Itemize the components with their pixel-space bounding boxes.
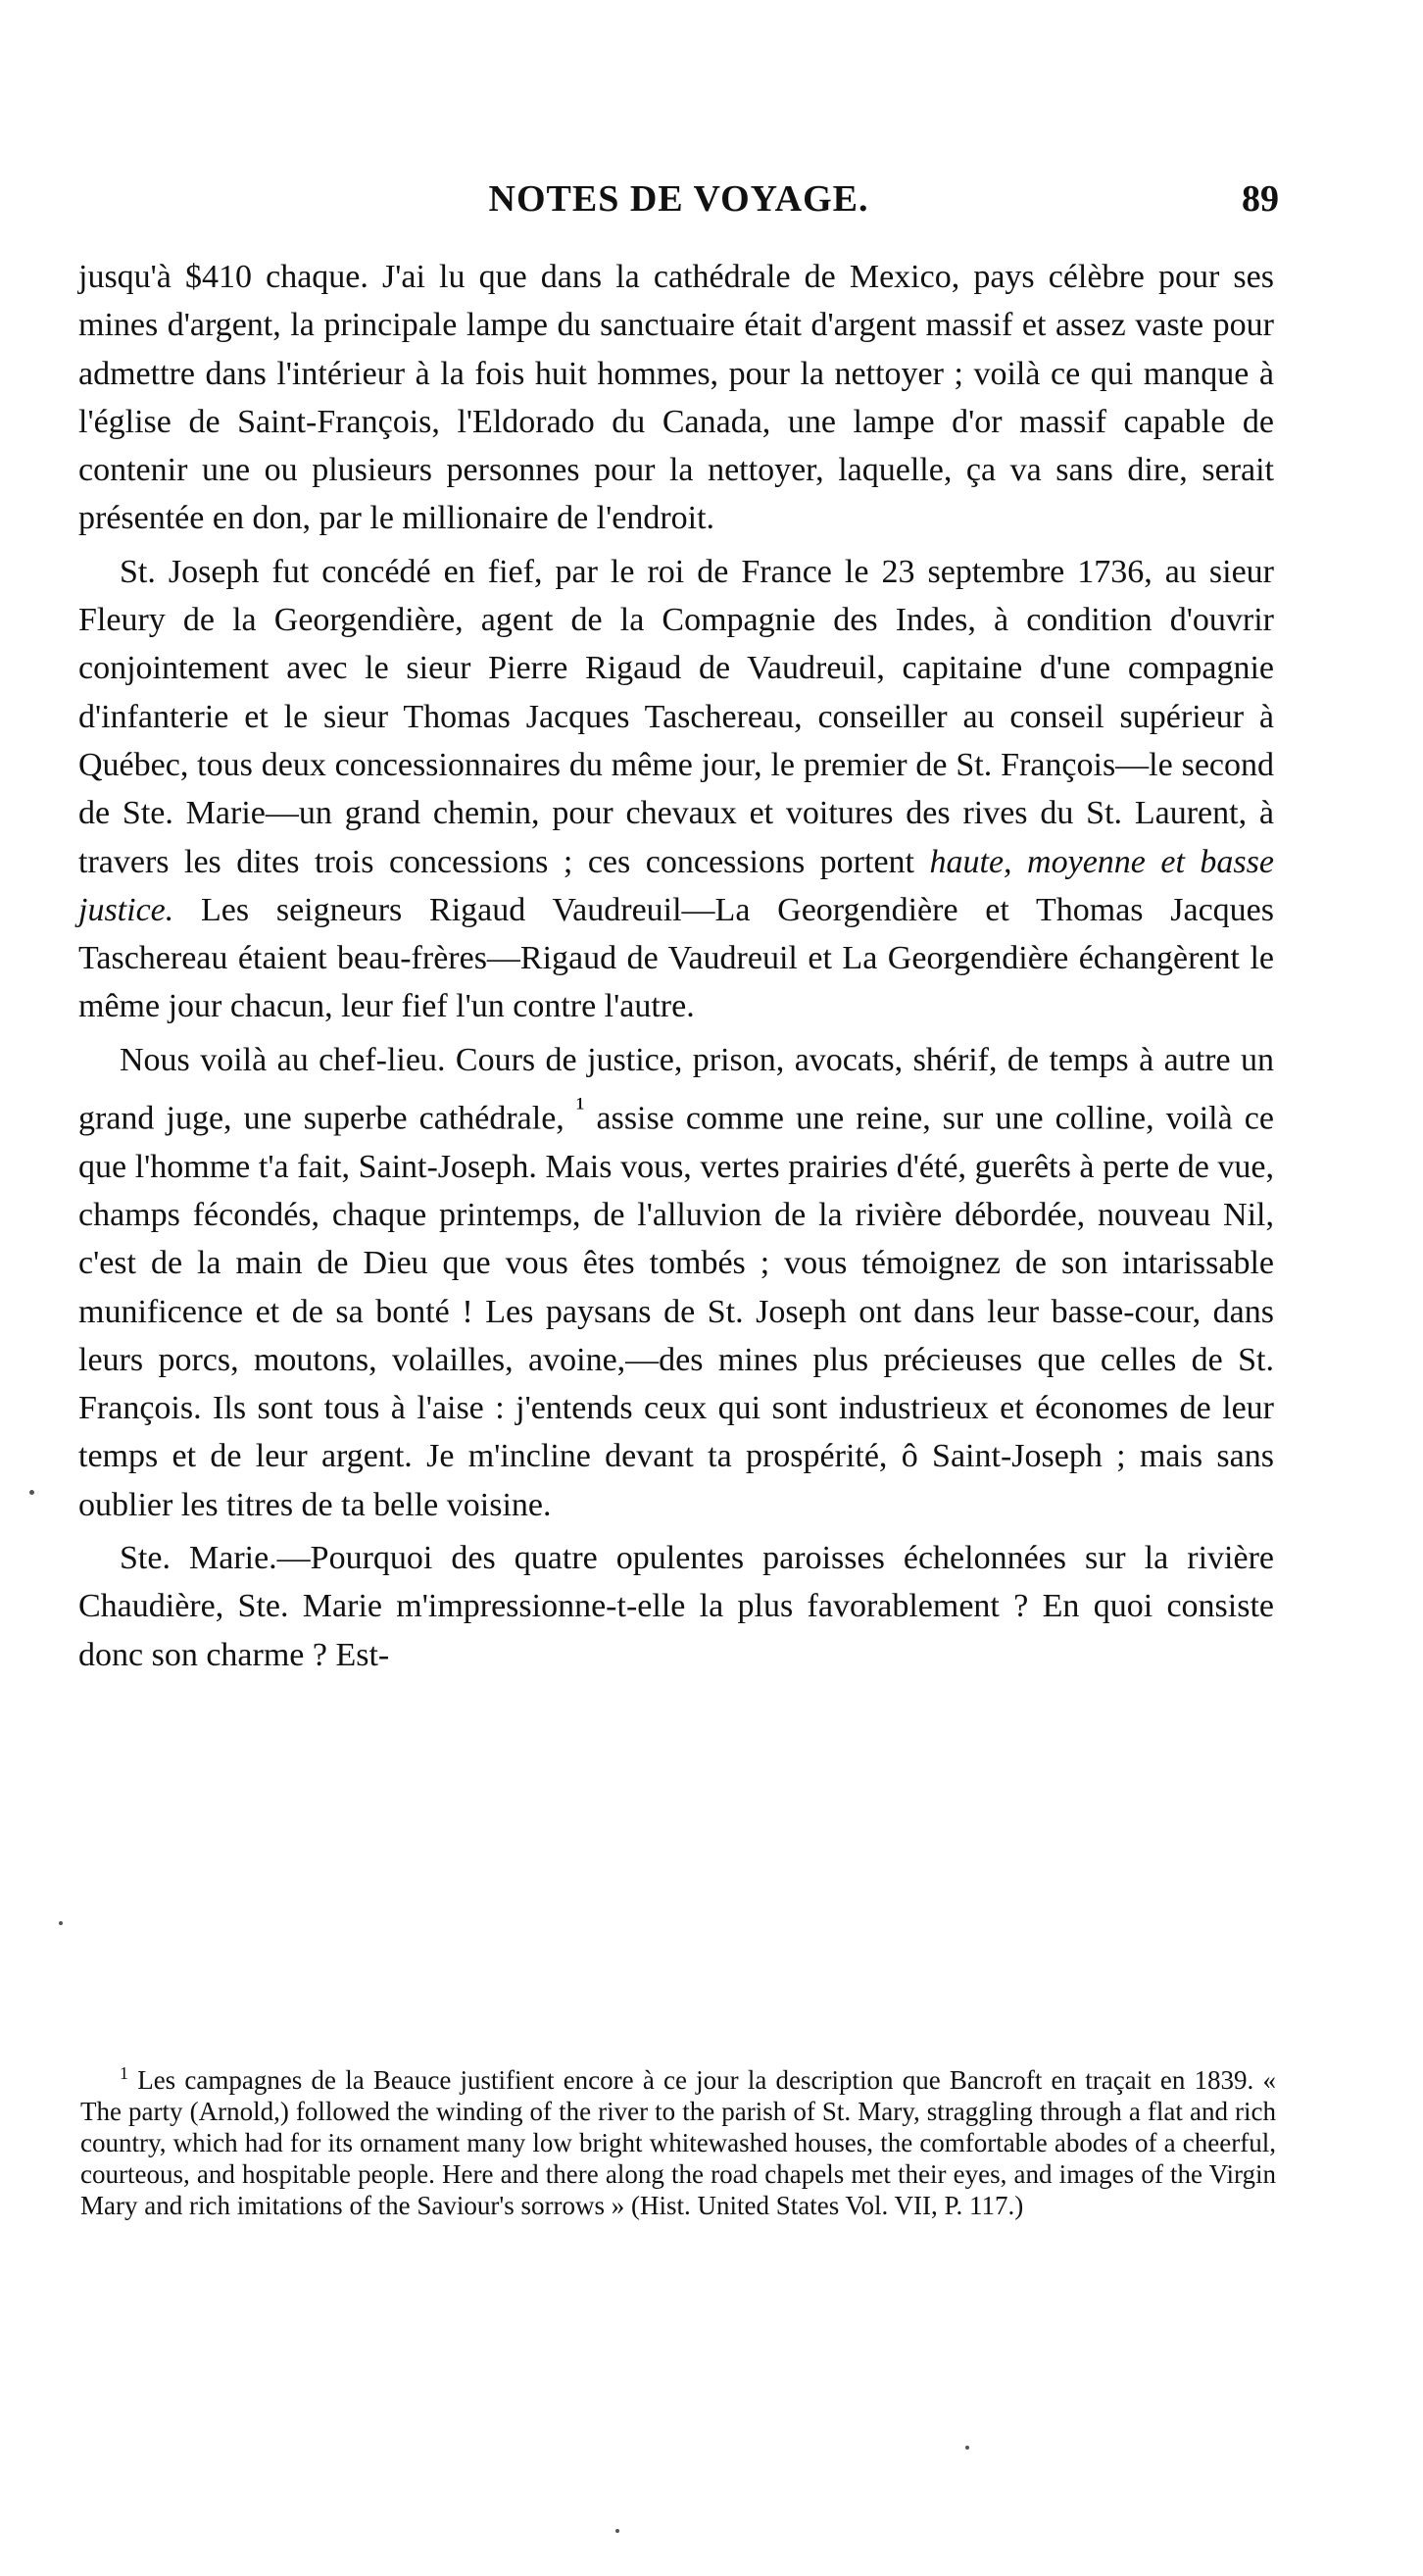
paragraph-text: Nous voilà au chef-lieu. Cours de justice, prison, avocats, shérif, de temps à autre un grand juge, une superbe cathédrale, [78,1041,1274,1137]
footnote-reference: ¹ [575,1093,585,1124]
body-text [78,253,1274,1679]
running-head [78,174,1279,223]
print-speck [965,2446,969,2450]
italic-phrase: haute, moyenne et basse justice. [78,843,1274,928]
footnote-mark: 1 [120,2063,128,2083]
paragraph-st-joseph-fief [78,548,1274,1031]
paragraph-text: assise comme une reine, sur une colline, voilà ce que l'homme t'a fait, Saint-Joseph. Mais vous, vertes prairies d'été, guerêts à perte de vue, champs fécondés, chaque printemps, de l'alluvion de la rivière débordée, nouveau Nil, c'est de la main de Dieu que vous êtes tombés ; vous témoignez de son intarissable munificence et de sa bonté ! Les paysans de St. Joseph ont dans leur basse-cour, dans leurs porcs, moutons, volailles, avoine,—des mines plus précieuses que celles de St. François. Ils sont tous à l'aise : j'entends ceux qui sont industrieux et économes de leur temps et de leur argent. Je m'incline devant ta prospérité, ô Saint-Joseph ; mais sans oublier les titres de ta belle voisine. [78,1100,1274,1523]
running-title: NOTES DE VOYAGE. [488,178,869,220]
paragraph-text: St. Joseph fut concédé en fief, par le roi de France le 23 septembre 1736, au sieur Fleury de la Georgendière, agent de la Compagnie des Indes, à condition d'ouvrir conjointement avec le sieur Pierre Rigaud de Vaudreuil, capitaine d'une compagnie d'infanterie et le sieur Thomas Jacques Taschereau, conseiller au conseil supérieur à Québec, tous deux concessionnaires du même jour, le premier de St. François—le second de Ste. Marie—un grand chemin, pour chevaux et voitures des rives du St. Laurent, à travers les dites trois concessions ; ces concessions portent [78,553,1274,880]
paragraph-continuation: jusqu'à $410 chaque. J'ai lu que dans la cathédrale de Mexico, pays célèbre pour ses mines d'argent, la principale lampe du sanctuaire était d'argent massif et assez vaste pour admettre dans l'intérieur à la fois huit hommes, pour la nettoyer ; voilà ce qui manque à l'église de Saint-François, l'Eldorado du Canada, une lampe d'or massif capable de contenir une ou plusieurs personnes pour la nettoyer, laquelle, ça va sans dire, serait présentée en don, par le millionaire de l'endroit. [78,259,1274,537]
paragraph-text: Les seigneurs Rigaud Vaudreuil—La Georgendière et Thomas Jacques Taschereau étaient beau-frères—Rigaud de Vaudreuil et La Georgendière échangèrent le même jour chacun, leur fief l'un contre l'autre. [78,891,1274,1025]
footnote-text: Les campagnes de la Beauce justifient encore à ce jour la description que Bancroft en traçait en 1839. « The party (Arnold,) followed the winding of the river to the parish of St. Mary, straggling through a flat and rich country, which had for its ornament many low bright whitewashed houses, the comfortable abodes of a cheerful, courteous, and hospitable people. Here and there along the road chapels met their eyes, and images of the Virgin Mary and rich imitations of the Saviour's sorrows » (Hist. United States Vol. VII, P. 117.) [80,2065,1276,2220]
page-number: 89 [1242,178,1279,220]
footnote-paragraph [80,2064,1276,2221]
print-speck [615,2529,619,2533]
print-speck [29,1490,34,1495]
print-speck [59,1921,63,1925]
paragraph-chef-lieu [78,1036,1274,1529]
footnote [80,2064,1276,2221]
paragraph-ste-marie: Ste. Marie.—Pourquoi des quatre opulentes paroisses échelonnées sur la rivière Chaudière, Ste. Marie m'impressionne-t-elle la plus favorablement ? En quoi consiste donc son charme ? Est- [78,1540,1274,1673]
